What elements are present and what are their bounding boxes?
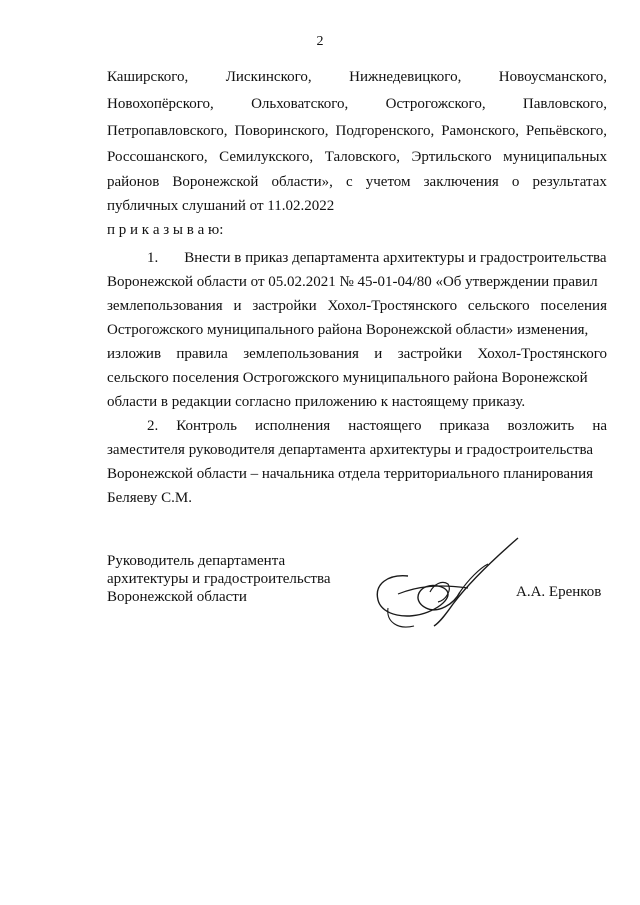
word: результатах (532, 174, 607, 190)
word: Рамонского, (441, 123, 519, 139)
word: изложив (107, 346, 162, 362)
text-line (107, 94, 607, 116)
word: муниципальных (503, 149, 607, 165)
text-line (107, 344, 607, 366)
text-line (107, 464, 607, 486)
text-line (107, 172, 607, 194)
word: области в редакции согласно приложению к настоящему приказу. (107, 394, 526, 410)
word: Поворинского, (234, 123, 329, 139)
text-line (107, 488, 607, 510)
handwritten-signature-icon (368, 534, 528, 634)
word: Россошанского, (107, 149, 208, 165)
word: на (592, 418, 607, 434)
text-line (107, 272, 607, 294)
word: поселения (540, 298, 607, 314)
word: сельского поселения Острогожского муниципального района Воронежской (107, 370, 588, 386)
word: Хохол-Тростянского (327, 298, 458, 314)
word: п р и к а з ы в а ю: (107, 222, 224, 238)
word: настоящего (348, 418, 422, 434)
word: Подгоренского, (335, 123, 435, 139)
word: землепользования (107, 298, 223, 314)
word: приказа (439, 418, 490, 434)
word: области», (271, 174, 333, 190)
word: Новоусманского, (498, 69, 607, 85)
word: Семилукского, (219, 149, 314, 165)
word: о (511, 174, 520, 190)
word: правила (176, 346, 228, 362)
text-line (107, 368, 607, 390)
text-line (107, 121, 607, 143)
word: Острогожского муниципального района Воронежской области» изменения, (107, 322, 589, 338)
word: Воронежской (172, 174, 259, 190)
signatory-name: А.А. Еренков (516, 584, 602, 600)
word: возложить (507, 418, 575, 434)
word: Воронежской области – начальника отдела территориального планирования (107, 466, 594, 482)
word: районов (107, 174, 160, 190)
word: публичных слушаний от 11.02.2022 (107, 198, 335, 214)
text-line (107, 67, 607, 89)
word: застройки (397, 346, 463, 362)
word: с (345, 174, 353, 190)
word: и (233, 298, 242, 314)
word: заключения (423, 174, 499, 190)
word: Каширского, (107, 69, 189, 85)
word: Эртильского (411, 149, 492, 165)
list-number: 1. (147, 250, 159, 266)
word: застройки (252, 298, 317, 314)
text-line (107, 440, 607, 462)
word: Воронежской области от 05.02.2021 № 45-01-04/80 «Об утверждении правил (107, 274, 598, 290)
word: исполнения (255, 418, 331, 434)
text-line (107, 392, 607, 414)
word: Беляеву С.М. (107, 490, 192, 506)
text-line (107, 196, 607, 218)
word: Острогожского, (385, 96, 486, 112)
list-item-2-line (147, 416, 607, 438)
text-line (107, 296, 607, 318)
signatory-position-line: Руководитель департамента (107, 553, 286, 569)
signatory-position-line: архитектуры и градостроительства (107, 571, 331, 587)
word: Лискинского, (225, 69, 312, 85)
word: Таловского, (324, 149, 400, 165)
order-heading (107, 220, 607, 242)
word: землепользования (243, 346, 359, 362)
word: Хохол-Тростянского (477, 346, 607, 362)
word: Репьёвского, (525, 123, 607, 139)
word: Петропавловского, (107, 123, 228, 139)
word: Новохопёрского, (107, 96, 214, 112)
word: заместителя руководителя департамента архитектуры и градостроительства (107, 442, 594, 458)
word: учетом (365, 174, 411, 190)
word: сельского (467, 298, 530, 314)
word: Контроль (176, 418, 237, 434)
word: Павловского, (522, 96, 607, 112)
list-number: 2. (147, 418, 159, 434)
page-number: 2 (316, 34, 324, 49)
text-line (107, 320, 607, 342)
word: Внести в приказ департамента архитектуры и градостроительства (184, 250, 607, 266)
list-item-1-line (147, 248, 607, 270)
word: Ольховатского, (251, 96, 349, 112)
word: и (374, 346, 383, 362)
text-line (107, 147, 607, 169)
signatory-position-line: Воронежской области (107, 589, 247, 605)
word: Нижнедевицкого, (349, 69, 462, 85)
